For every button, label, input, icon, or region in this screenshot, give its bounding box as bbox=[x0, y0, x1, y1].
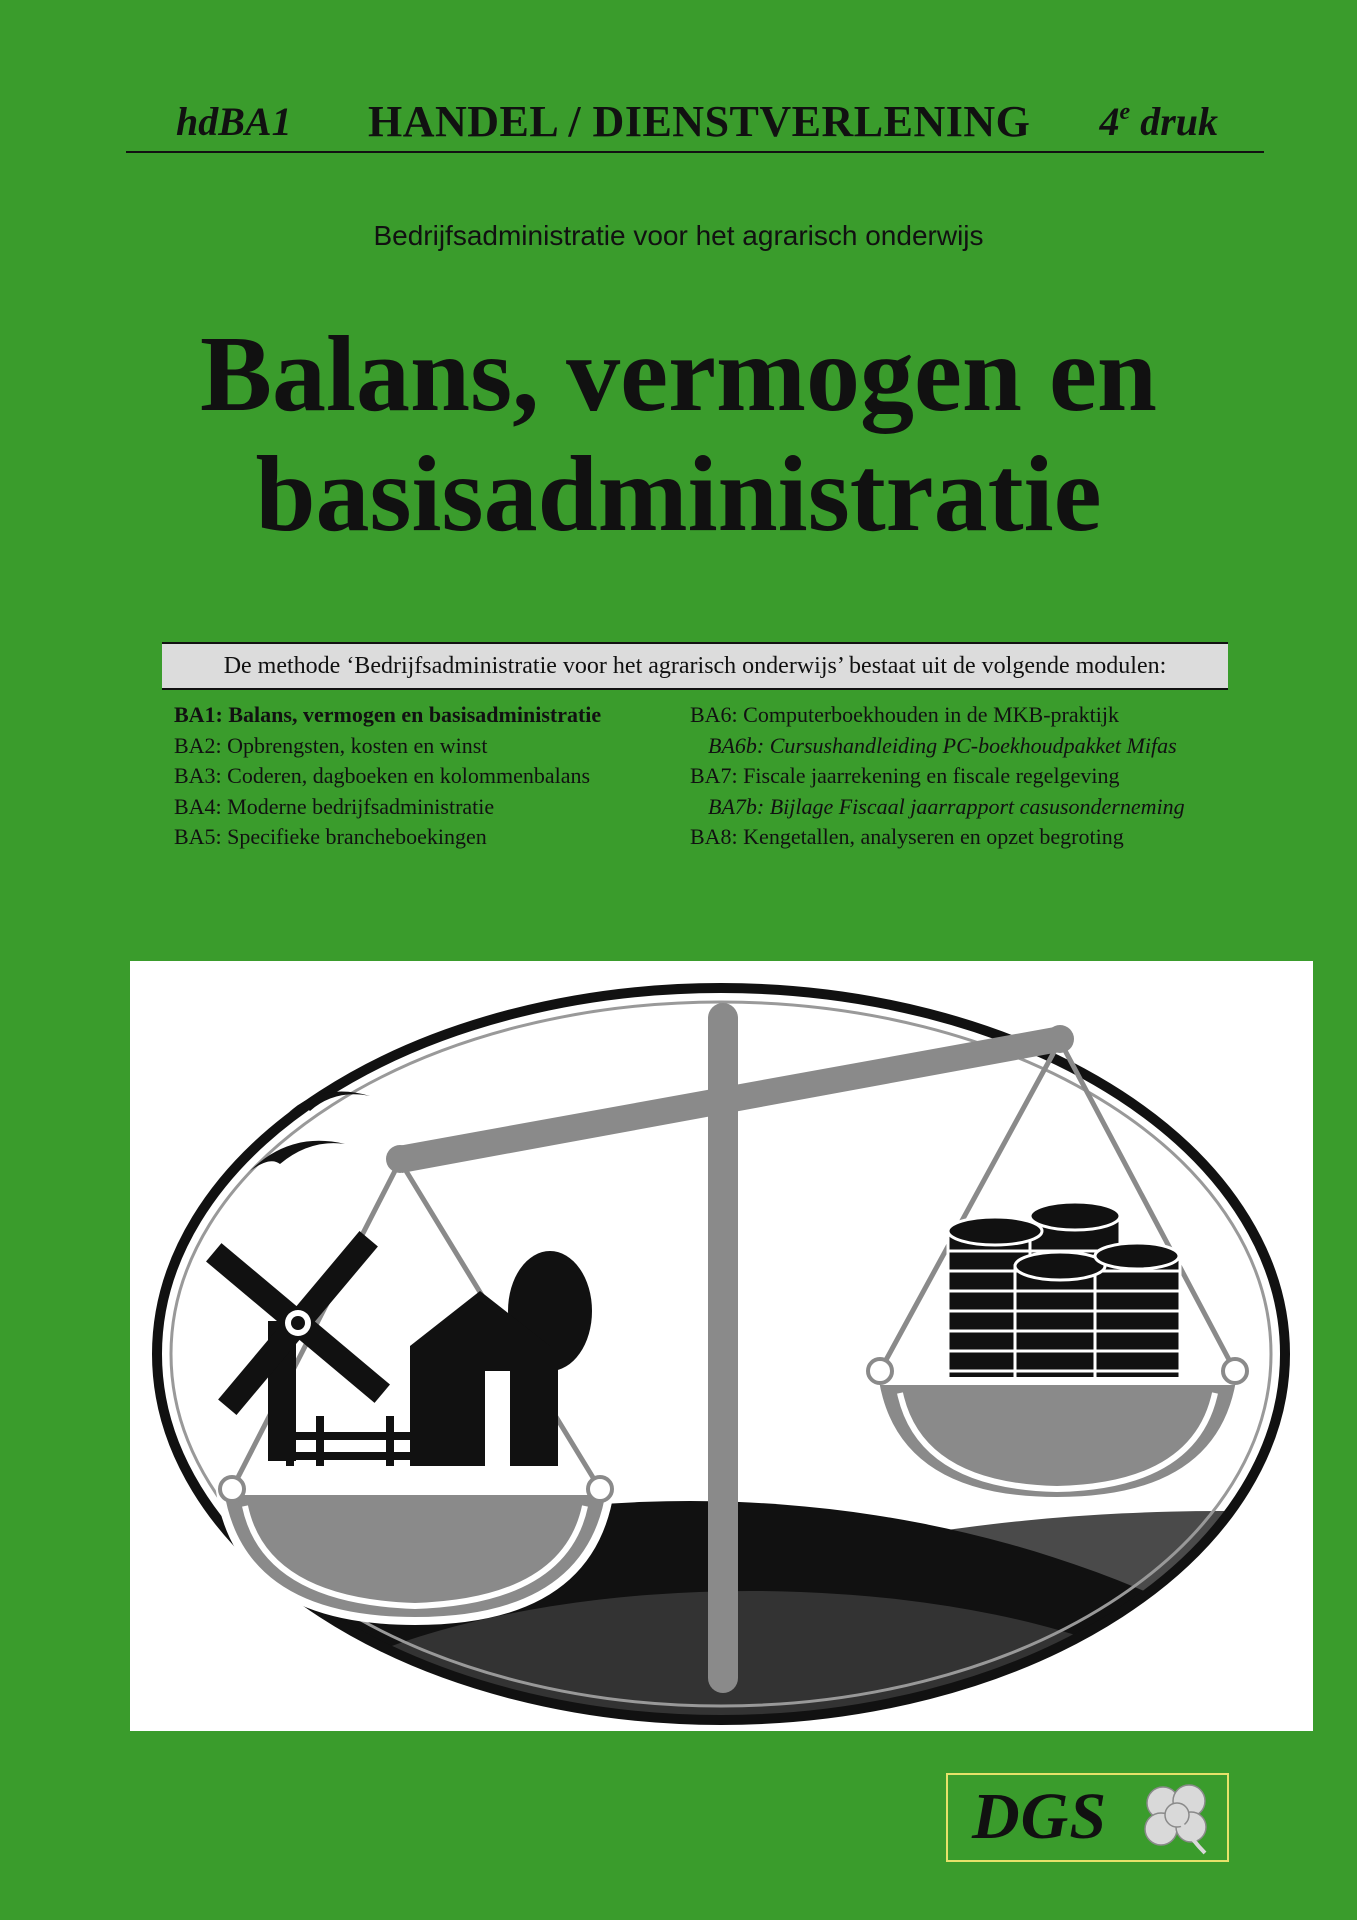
module-item: BA6: Computerboekhouden in de MKB-praktijk bbox=[690, 702, 1119, 727]
module-item: BA2: Opbrengsten, kosten en winst bbox=[174, 732, 488, 758]
balance-scale-icon bbox=[130, 961, 1313, 1731]
module-item: BA7b: Bijlage Fiscaal jaarrapport casusonderneming bbox=[708, 793, 1185, 819]
series-title: HANDEL / DIENSTVERLENING bbox=[368, 97, 1031, 146]
module-item: BA4: Moderne bedrijfsadministratie bbox=[174, 793, 495, 819]
module-item: BA3: Coderen, dagboeken en kolommenbalans bbox=[174, 763, 591, 788]
logo-text: DGS bbox=[972, 1780, 1108, 1853]
series-code: hdBA1 bbox=[176, 99, 292, 144]
cover-header bbox=[126, 96, 1264, 152]
module-item: BA1: Balans, vermogen en basisadministratie bbox=[174, 702, 602, 727]
module-item: BA8: Kengetallen, analyseren en opzet begroting bbox=[690, 824, 1124, 849]
modules-left-list bbox=[174, 700, 601, 853]
main-title-line-2: basisadministratie bbox=[255, 435, 1102, 554]
module-item: BA5: Specifieke brancheboekingen bbox=[174, 824, 487, 849]
edition-number: 4 bbox=[1099, 99, 1120, 144]
publisher-logo bbox=[946, 1773, 1229, 1862]
main-title bbox=[0, 315, 1357, 555]
module-item: BA6b: Cursushandleiding PC-boekhoudpakket Mifas bbox=[708, 732, 1177, 758]
header-divider bbox=[126, 151, 1264, 153]
subtitle: Bedrijfsadministratie voor het agrarisch onderwijs bbox=[373, 220, 984, 251]
clover-icon bbox=[1133, 1781, 1221, 1857]
main-title-line-1: Balans, vermogen en bbox=[200, 315, 1157, 434]
method-banner: De methode ‘Bedrijfsadministratie voor het agrarisch onderwijs’ bestaat uit de volgende modulen: bbox=[162, 642, 1228, 690]
edition-word: druk bbox=[1140, 99, 1218, 144]
module-item: BA7: Fiscale jaarrekening en fiscale regelgeving bbox=[690, 763, 1120, 788]
edition-suffix: e bbox=[1119, 99, 1131, 125]
edition-label bbox=[1100, 98, 1218, 145]
modules-right-list bbox=[690, 700, 1185, 853]
balance-scale-illustration bbox=[130, 961, 1313, 1731]
